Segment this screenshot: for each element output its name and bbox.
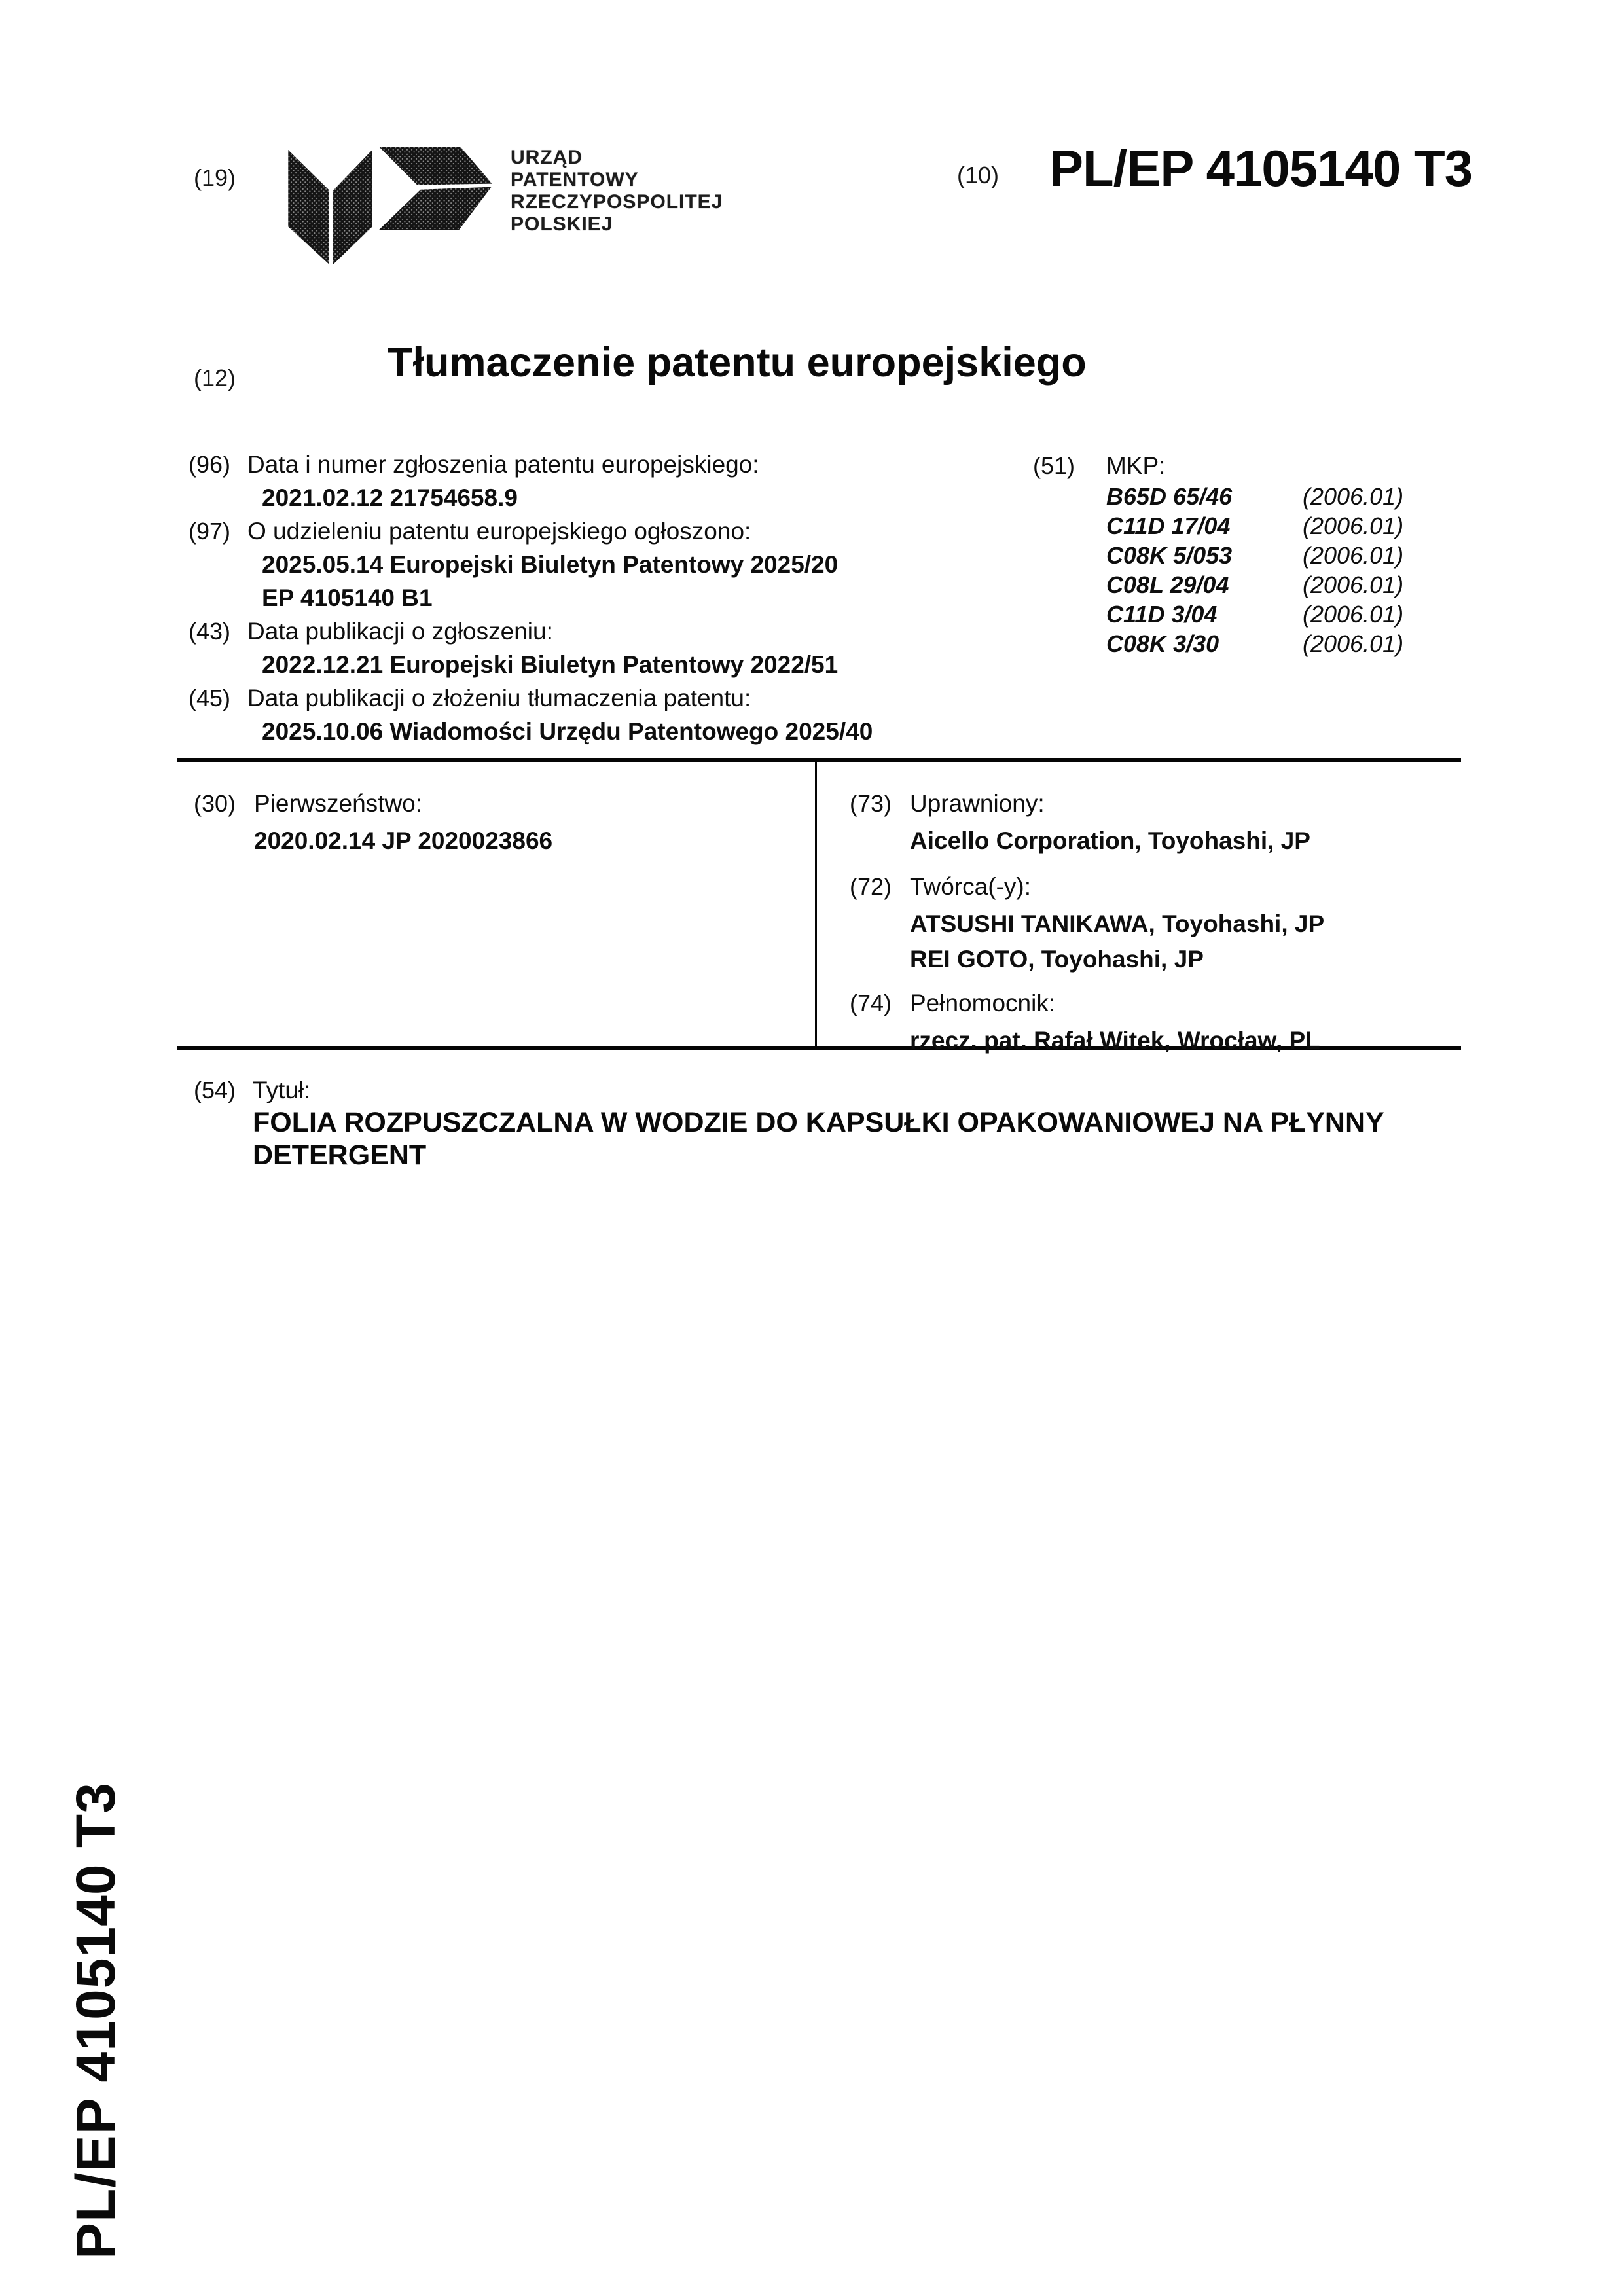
ipc-code-row <box>1106 629 1403 658</box>
biblio-item-45 <box>189 681 1020 748</box>
ipc-label: MKP: <box>1106 452 1166 479</box>
priority-item <box>194 785 815 859</box>
field-96-value: 2021.02.12 21754658.9 <box>262 484 518 511</box>
ipc-code-row <box>1106 570 1403 600</box>
biblio-item-43 <box>189 615 1020 681</box>
proprietor-label: Uprawniony: <box>910 790 1045 817</box>
inventor-value: ATSUSHI TANIKAWA, Toyohashi, JP <box>910 910 1325 937</box>
field-54-number: (54) <box>194 1077 236 1103</box>
field-19-number: (19) <box>194 164 236 191</box>
invention-title-line: DETERGENT <box>253 1139 427 1171</box>
ipc-classification-block <box>1033 450 1403 658</box>
field-97-number: (97) <box>189 518 231 545</box>
ipc-code-row <box>1106 541 1403 570</box>
field-43-label: Data publikacji o zgłoszeniu: <box>247 618 553 645</box>
field-72-number: (72) <box>850 873 892 900</box>
proprietor-value: Aicello Corporation, Toyohashi, JP <box>910 827 1310 854</box>
document-type-title: Tłumaczenie patentu europejskiego <box>388 340 1087 386</box>
invention-title-line: FOLIA ROZPUSZCZALNA W WODZIE DO KAPSUŁKI OPAKOWANIOWEJ NA PŁYNNY <box>253 1107 1384 1138</box>
grant-data-box <box>177 758 1461 1054</box>
field-43-number: (43) <box>189 618 231 645</box>
ipc-version: (2006.01) <box>1303 483 1404 510</box>
office-name-line: POLSKIEJ <box>511 213 613 235</box>
field-97-label: O udzieleniu patentu europejskiego ogłoszono: <box>247 518 751 545</box>
office-name-line: URZĄD <box>511 147 583 168</box>
field-12-number: (12) <box>194 365 236 391</box>
inventors-label: Twórca(-y): <box>910 873 1031 900</box>
attorney-value: rzecz. pat. Rafał Witek, Wrocław, PL <box>910 1027 1320 1054</box>
ipc-code-row <box>1106 600 1403 629</box>
ipc-code: C11D 17/04 <box>1106 512 1231 539</box>
attorney-item <box>850 984 1461 1059</box>
invention-title-section <box>194 1075 1490 1172</box>
publication-number: PL/EP 4105140 T3 <box>1049 139 1473 197</box>
title-label: Tytuł: <box>253 1077 311 1103</box>
field-45-value: 2025.10.06 Wiadomości Urzędu Patentowego 2025/40 <box>262 718 873 745</box>
ipc-code-row <box>1106 511 1403 541</box>
biblio-left-column <box>189 448 1020 748</box>
field-51-number: (51) <box>1033 452 1075 479</box>
field-30-number: (30) <box>194 790 236 817</box>
field-45-number: (45) <box>189 685 231 711</box>
field-73-number: (73) <box>850 790 892 817</box>
priority-label: Pierwszeństwo: <box>254 790 423 817</box>
proprietor-item <box>850 785 1461 859</box>
ipc-version: (2006.01) <box>1303 542 1404 569</box>
field-97-value: 2025.05.14 Europejski Biuletyn Patentowy 2025/20 <box>262 551 839 578</box>
polish-patent-office-logo-icon <box>288 147 494 266</box>
biblio-item-97 <box>189 514 1020 615</box>
ipc-code: C11D 3/04 <box>1106 601 1218 628</box>
ipc-code: C08K 5/053 <box>1106 542 1233 569</box>
field-74-number: (74) <box>850 990 892 1016</box>
field-43-value: 2022.12.21 Europejski Biuletyn Patentowy 2022/51 <box>262 651 839 678</box>
priority-value: 2020.02.14 JP 2020023866 <box>254 827 553 854</box>
biblio-item-96 <box>189 448 1020 514</box>
ipc-code: B65D 65/46 <box>1106 483 1233 510</box>
office-name <box>511 147 723 236</box>
field-96-label: Data i numer zgłoszenia patentu europejskiego: <box>247 451 759 478</box>
field-10-number: (10) <box>957 162 1000 188</box>
ipc-version: (2006.01) <box>1303 630 1404 657</box>
field-97-value: EP 4105140 B1 <box>262 584 433 611</box>
sidebar-publication-number: PL/EP 4105140 T3 <box>65 1782 126 2259</box>
ipc-version: (2006.01) <box>1303 512 1404 539</box>
inventors-item <box>850 868 1461 976</box>
ipc-code: C08L 29/04 <box>1106 571 1229 598</box>
attorney-label: Pełnomocnik: <box>910 990 1056 1016</box>
field-45-label: Data publikacji o złożeniu tłumaczenia patentu: <box>247 685 751 711</box>
office-name-line: RZECZYPOSPOLITEJ <box>511 191 723 213</box>
field-96-number: (96) <box>189 451 231 478</box>
parties-cell <box>817 762 1461 1054</box>
ipc-version: (2006.01) <box>1303 601 1404 628</box>
priority-cell <box>177 762 815 1046</box>
inventor-value: REI GOTO, Toyohashi, JP <box>910 946 1204 973</box>
office-name-line: PATENTOWY <box>511 169 639 190</box>
ipc-code: C08K 3/30 <box>1106 630 1219 657</box>
ipc-version: (2006.01) <box>1303 571 1404 598</box>
ipc-code-row <box>1106 482 1403 511</box>
